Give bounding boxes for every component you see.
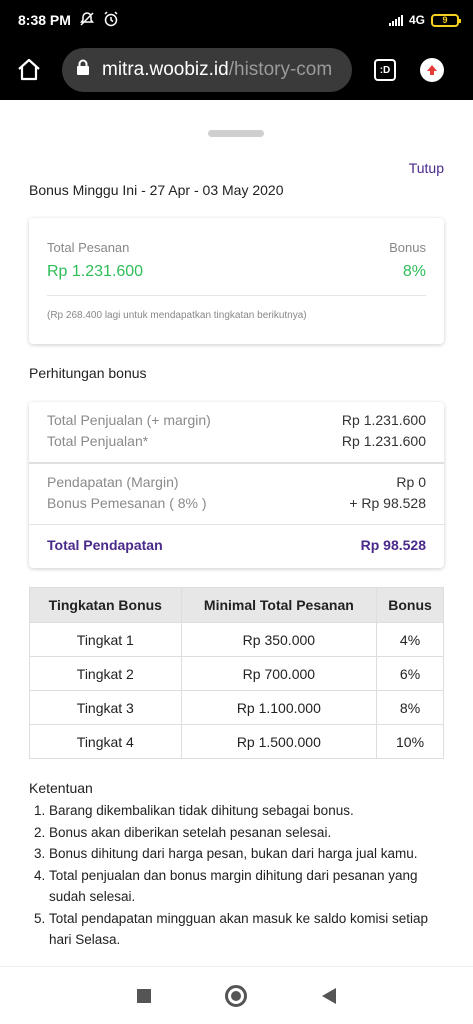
table-header-row (30, 588, 444, 623)
table-row (30, 725, 444, 759)
table-row (30, 657, 444, 691)
calc-row-label: Pendapatan (Margin) (47, 474, 179, 490)
calc-row (47, 493, 426, 514)
list-item: 1. Barang dikembalikan tidak dihitung sebagai bonus. (49, 800, 449, 822)
calc-row (47, 431, 426, 452)
table-cell: Tingkat 4 (30, 725, 182, 759)
system-nav-bar (0, 966, 473, 1024)
back-icon[interactable] (322, 988, 336, 1004)
calc-row-value: Rp 1.231.600 (341, 433, 426, 449)
upload-icon[interactable] (420, 58, 444, 82)
table-cell: 8% (377, 691, 444, 725)
recents-icon[interactable] (137, 989, 151, 1003)
network-type: 4G (408, 13, 425, 27)
table-cell: Tingkat 2 (30, 657, 182, 691)
total-income-value: Rp 98.528 (360, 537, 426, 553)
terms-title: Ketentuan (29, 780, 93, 796)
divider (47, 295, 426, 296)
browser-toolbar (0, 40, 473, 100)
tab-switcher-icon[interactable] (374, 59, 396, 81)
calc-title: Perhitungan bonus (29, 365, 147, 381)
calc-row-label: Bonus Pemesanan ( 8% ) (47, 495, 207, 511)
calc-row-value: Rp 1.231.600 (341, 412, 426, 428)
bonus-tier-table (29, 587, 444, 759)
calculation-card (29, 402, 444, 568)
list-item: 4. Total penjualan dan bonus margin dihitung dari pesanan yang sudah selesai. (49, 865, 449, 908)
income-group (29, 464, 444, 514)
battery-level: 9 (442, 14, 448, 25)
address-bar[interactable] (62, 48, 352, 92)
table-cell: Rp 1.100.000 (181, 691, 376, 725)
bonus-sheet (0, 100, 473, 966)
bonus-label: Bonus (389, 240, 426, 255)
table-cell: 6% (377, 657, 444, 691)
home-icon[interactable] (14, 55, 44, 85)
alarm-icon (103, 11, 119, 30)
list-item: 2. Bonus akan diberikan setelah pesanan selesai. (49, 822, 449, 844)
table-row (30, 691, 444, 725)
close-link[interactable]: Tutup (408, 160, 444, 176)
total-income-label: Total Pendapatan (47, 537, 163, 553)
bonus-value: 8% (402, 263, 426, 280)
calc-row (47, 472, 426, 493)
calc-row-value: + Rp 98.528 (349, 495, 426, 511)
url-path: /history-com (228, 59, 333, 80)
signal-icon (389, 15, 403, 26)
terms-list (29, 800, 449, 951)
status-time: 8:38 PM (18, 12, 71, 28)
table-cell: 10% (377, 725, 444, 759)
total-income-row (29, 525, 444, 565)
url-host: mitra.woobiz.id (102, 59, 229, 80)
lock-icon (76, 59, 90, 81)
total-orders-value: Rp 1.231.600 (47, 263, 144, 280)
tab-switcher-label: :D (379, 64, 391, 76)
calc-row-value: Rp 0 (396, 474, 426, 490)
table-header: Minimal Total Pesanan (181, 588, 376, 623)
table-cell: Tingkat 1 (30, 623, 182, 657)
table-header: Tingkatan Bonus (30, 588, 182, 623)
table-cell: Rp 350.000 (181, 623, 376, 657)
table-header: Bonus (377, 588, 444, 623)
battery-icon (431, 14, 459, 27)
list-item: 5. Total pendapatan mingguan akan masuk ke saldo komisi setiap hari Selasa. (49, 908, 449, 951)
status-bar (0, 0, 473, 40)
home-button-icon[interactable] (225, 985, 247, 1007)
week-title: Bonus Minggu Ini - 27 Apr - 03 May 2020 (29, 182, 284, 198)
drag-handle[interactable] (208, 130, 264, 137)
table-cell: Rp 1.500.000 (181, 725, 376, 759)
table-cell: Tingkat 3 (30, 691, 182, 725)
silent-icon (79, 11, 95, 30)
summary-card (29, 218, 444, 344)
next-tier-note: (Rp 268.400 lagi untuk mendapatkan tingkatan berikutnya) (47, 310, 307, 321)
table-cell: 4% (377, 623, 444, 657)
table-cell: Rp 700.000 (181, 657, 376, 691)
calc-row-label: Total Penjualan (+ margin) (47, 412, 211, 428)
table-row (30, 623, 444, 657)
calc-row-label: Total Penjualan* (47, 433, 149, 449)
calc-row (47, 410, 426, 431)
sales-group (29, 402, 444, 452)
total-orders-label: Total Pesanan (47, 240, 130, 255)
list-item: 3. Bonus dihitung dari harga pesan, bukan dari harga jual kamu. (49, 843, 449, 865)
